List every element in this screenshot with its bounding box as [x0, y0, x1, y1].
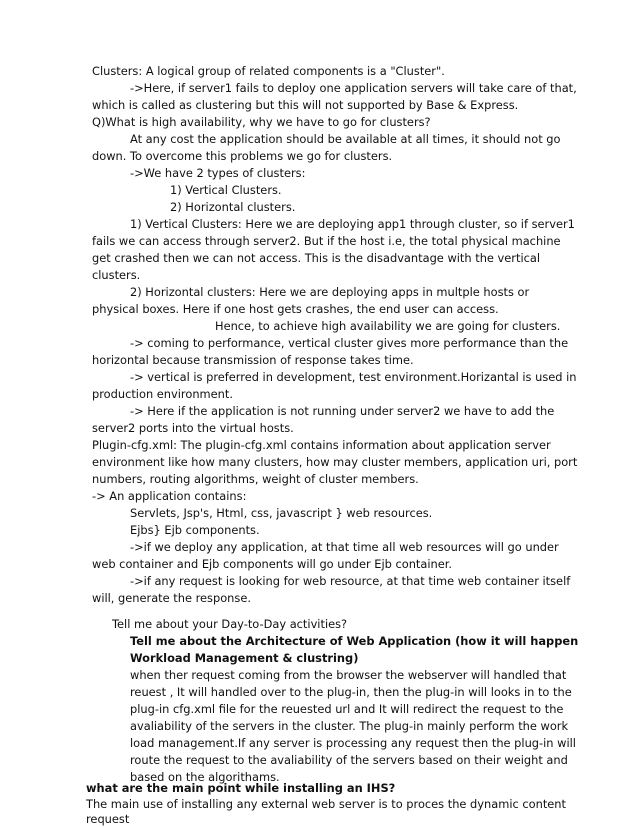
text-line: environment like how many clusters, how may cluster members, application uri, port: [92, 455, 578, 469]
text-line: horizontal because transmission of response takes time.: [92, 353, 414, 367]
text-line: Clusters: A logical group of related components is a "Cluster".: [92, 64, 445, 78]
text-line: The main use of installing any external web server is to proces the dynamic content: [86, 797, 566, 811]
text-line: 1) Vertical Clusters: Here we are deploying app1 through cluster, so if server1: [130, 217, 575, 231]
text-line: -> An application contains:: [92, 489, 247, 503]
text-line: Q)What is high availability, why we have to go for clusters?: [92, 115, 431, 129]
text-line: ->if any request is looking for web resource, at that time web container itself: [130, 574, 571, 588]
text-line: when ther request coming from the browser the webserver will handled that: [130, 668, 567, 682]
text-line: 1) Vertical Clusters.: [170, 183, 282, 197]
bold-heading: what are the main point while installing an IHS?: [86, 781, 396, 795]
text-line: plug-in cfg.xml file for the reuested url and It will redirect the request to the: [130, 702, 564, 716]
text-line: ->if we deploy any application, at that time all web resources will go under: [130, 540, 559, 554]
text-line: which is called as clustering but this will not supported by Base & Express.: [92, 98, 519, 112]
text-line: physical boxes. Here if one host gets crashes, the end user can access.: [92, 302, 499, 316]
text-line: get crashed then we can not access. This is the disadvantage with the vertical: [92, 251, 541, 265]
text-line: avaliability of the servers in the cluster. The plug-in mainly perform the work: [130, 719, 569, 733]
text-line: 2) Horizontal clusters: Here we are deploying apps in multple hosts or: [130, 285, 530, 299]
text-line: request: [86, 812, 130, 826]
text-line: production environment.: [92, 387, 233, 401]
text-line: At any cost the application should be available at all times, it should not go: [130, 132, 561, 146]
text-line: ->Here, if server1 fails to deploy one application servers will take care of that,: [130, 81, 577, 95]
text-line: Servlets, Jsp's, Html, css, javascript } web resources.: [130, 506, 433, 520]
bold-question: Tell me about the Architecture of Web Application (how it will happen: [130, 634, 579, 648]
text-line: -> vertical is preferred in development, test environment.Horizantal is used in: [130, 370, 577, 384]
text-line: down. To overcome this problems we go for clusters.: [92, 149, 393, 163]
text-line: ->We have 2 types of clusters:: [130, 166, 306, 180]
text-line: Hence, to achieve high availability we are going for clusters.: [215, 319, 561, 333]
text-line: fails we can access through server2. But if the host i.e, the total physical machine: [92, 234, 561, 248]
text-line: server2 ports into the virtual hosts.: [92, 421, 294, 435]
text-line: reuest , It will handled over to the plug-in, then the plug-in will looks in to the: [130, 685, 572, 699]
text-line: Ejbs} Ejb components.: [130, 523, 260, 537]
question-heading: Tell me about your Day-to-Day activities?: [112, 617, 348, 631]
text-line: route the request to the avaliability of the servers based on their weight and: [130, 753, 568, 767]
text-line: clusters.: [92, 268, 141, 282]
text-line: will, generate the response.: [92, 591, 251, 605]
text-line: -> Here if the application is not running under server2 we have to add the: [130, 404, 555, 418]
text-line: web container and Ejb components will go under Ejb container.: [92, 557, 453, 571]
text-line: load management.If any server is processing any request then the plug-in will: [130, 736, 576, 750]
text-line: Plugin-cfg.xml: The plugin-cfg.xml contains information about application server: [92, 438, 551, 452]
text-line: numbers, routing algorithms, weight of cluster members.: [92, 472, 419, 486]
text-line: -> coming to performance, vertical cluster gives more performance than the: [130, 336, 569, 350]
text-line: 2) Horizontal clusters.: [170, 200, 296, 214]
text-line: based on the algorithams.: [130, 770, 280, 784]
bold-question: Workload Management & clustring): [130, 651, 359, 665]
